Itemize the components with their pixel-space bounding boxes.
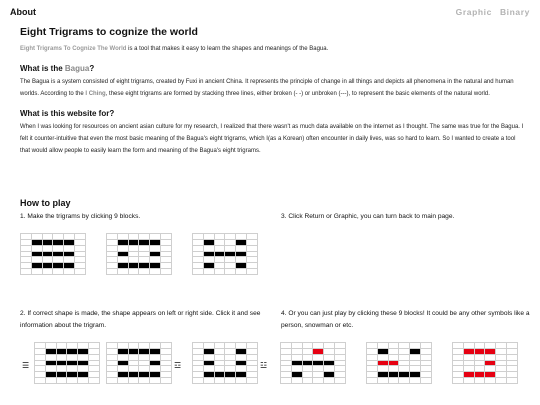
step-4-text: 4. Or you can just play by clicking these 9 blocks! It could be any other symbols like a person, snowman or etc. <box>281 310 530 329</box>
website-description: When I was looking for resources on ancient asian culture for my research, I realized that there wasn't as much data available on the internet as I thought. The same was true for the Bagua. I felt it counter-intuitive that even the most basic meaning of the Bagua's eight trigrams, which I(as a Korean) often encounter in daily lives, was so hard to learn. So I wanted to create a tool that would allow people to easily learn the form and meaning of the Bagua's eight trigrams. <box>20 124 524 154</box>
intro-title-highlight: Eight Trigrams To Cognize The World <box>20 46 127 52</box>
grid-cell-empty[interactable] <box>464 378 475 384</box>
grid-cell-empty[interactable] <box>118 269 129 275</box>
grid-cell-empty[interactable] <box>225 378 236 384</box>
grid-cell-empty[interactable] <box>89 378 100 384</box>
grid-cell-empty[interactable] <box>46 378 57 384</box>
grid-cell-empty[interactable] <box>335 378 346 384</box>
grid-cell-empty[interactable] <box>118 378 129 384</box>
trigram-grid-water[interactable] <box>192 233 258 275</box>
bagua-heading <box>20 64 525 73</box>
step-3-text: 3. Click Return or Graphic, you can turn back to main page. <box>281 213 455 220</box>
step-1-text: 1. Make the trigrams by clicking 9 blocks. <box>20 213 141 220</box>
trigram-grid-fire-result[interactable] <box>106 342 172 384</box>
grid-cell-empty[interactable] <box>161 269 172 275</box>
grid-cell-empty[interactable] <box>292 378 303 384</box>
top-bar <box>0 0 540 22</box>
grid-cell-empty[interactable] <box>399 378 410 384</box>
grid-cell-empty[interactable] <box>57 378 68 384</box>
trigram-symbol-heaven[interactable]: ☰ <box>22 361 30 370</box>
grid-cell-empty[interactable] <box>21 269 32 275</box>
intro-text <box>20 43 525 55</box>
website-heading: What is this website for? <box>20 109 115 118</box>
grid-cell-empty[interactable] <box>281 378 292 384</box>
nav-right-group <box>451 7 530 17</box>
grid-cell-empty[interactable] <box>129 378 140 384</box>
nav-graphic-link[interactable]: Graphic <box>455 7 492 17</box>
page-title: Eight Trigrams to cognize the world <box>20 26 198 38</box>
grid-cell-empty[interactable] <box>215 269 226 275</box>
grid-cell-empty[interactable] <box>410 378 421 384</box>
grid-cell-empty[interactable] <box>129 269 140 275</box>
about-content <box>20 26 525 157</box>
grid-cell-empty[interactable] <box>32 269 43 275</box>
grid-cell-empty[interactable] <box>236 378 247 384</box>
grid-cell-empty[interactable] <box>485 378 496 384</box>
grid-cell-empty[interactable] <box>35 378 46 384</box>
grid-cell-empty[interactable] <box>107 378 118 384</box>
grid-cell-empty[interactable] <box>475 378 486 384</box>
grid-cell-empty[interactable] <box>139 378 150 384</box>
grid-cell-empty[interactable] <box>193 269 204 275</box>
trigram-grid-fire[interactable] <box>106 233 172 275</box>
bagua-heading-prefix: What is the <box>20 64 65 73</box>
i-ching-highlight: I Ching <box>85 91 106 97</box>
intro-lead-rest: is a tool that makes it easy to learn the shapes and meanings of the Bagua. <box>126 46 329 52</box>
grid-cell-empty[interactable] <box>496 378 507 384</box>
grid-cell-empty[interactable] <box>453 378 464 384</box>
free-play-grid-other[interactable] <box>452 342 518 384</box>
bagua-text-b: , these eight trigrams are formed by stacking three lines, either broken (- -) or unbroken (---), to represent the basic elements of the natural world. <box>105 91 490 97</box>
grid-cell-empty[interactable] <box>150 378 161 384</box>
step-2-text: 2. If correct shape is made, the shape appears on left or right side. Click it and see information about the trigram. <box>20 310 261 329</box>
nav-about-link[interactable]: About <box>10 7 36 17</box>
grid-cell-empty[interactable] <box>421 378 432 384</box>
grid-cell-empty[interactable] <box>75 269 86 275</box>
grid-cell-empty[interactable] <box>236 269 247 275</box>
bagua-description <box>20 76 525 100</box>
grid-cell-empty[interactable] <box>161 378 172 384</box>
grid-cell-empty[interactable] <box>389 378 400 384</box>
grid-cell-empty[interactable] <box>507 378 518 384</box>
bagua-heading-accent: Bagua <box>64 64 90 73</box>
bagua-text-a: The Bagua is a system consisted of eight trigrams, created by Fuxi in ancient China. It represents the principle of change in all things and depicts all phenomena in the natural and human worlds. According to the <box>20 79 514 97</box>
grid-cell-empty[interactable] <box>139 269 150 275</box>
trigram-symbol-thunder[interactable]: ☳ <box>260 361 268 370</box>
grid-cell-empty[interactable] <box>204 378 215 384</box>
grid-cell-empty[interactable] <box>107 269 118 275</box>
free-play-grid-snowman[interactable] <box>366 342 432 384</box>
trigram-grid-thunder-result[interactable] <box>192 342 258 384</box>
trigram-symbol-fire[interactable]: ☲ <box>174 361 182 370</box>
free-play-grid-person[interactable] <box>280 342 346 384</box>
grid-cell-empty[interactable] <box>367 378 378 384</box>
grid-cell-empty[interactable] <box>43 269 54 275</box>
bagua-heading-suffix: ? <box>89 64 95 73</box>
grid-cell-empty[interactable] <box>204 269 215 275</box>
how-to-play-title: How to play <box>20 198 71 208</box>
trigram-grid-heaven-result[interactable] <box>34 342 100 384</box>
grid-cell-empty[interactable] <box>247 378 258 384</box>
grid-cell-empty[interactable] <box>378 378 389 384</box>
grid-cell-empty[interactable] <box>193 378 204 384</box>
grid-cell-empty[interactable] <box>78 378 89 384</box>
grid-cell-empty[interactable] <box>64 269 75 275</box>
grid-cell-empty[interactable] <box>67 378 78 384</box>
grid-cell-empty[interactable] <box>150 269 161 275</box>
grid-cell-empty[interactable] <box>247 269 258 275</box>
grid-cell-empty[interactable] <box>225 269 236 275</box>
grid-cell-empty[interactable] <box>303 378 314 384</box>
grid-cell-empty[interactable] <box>324 378 335 384</box>
trigram-grid-heaven[interactable] <box>20 233 86 275</box>
grid-cell-empty[interactable] <box>215 378 226 384</box>
nav-binary-link[interactable]: Binary <box>499 7 530 17</box>
grid-cell-empty[interactable] <box>53 269 64 275</box>
grid-cell-empty[interactable] <box>313 378 324 384</box>
